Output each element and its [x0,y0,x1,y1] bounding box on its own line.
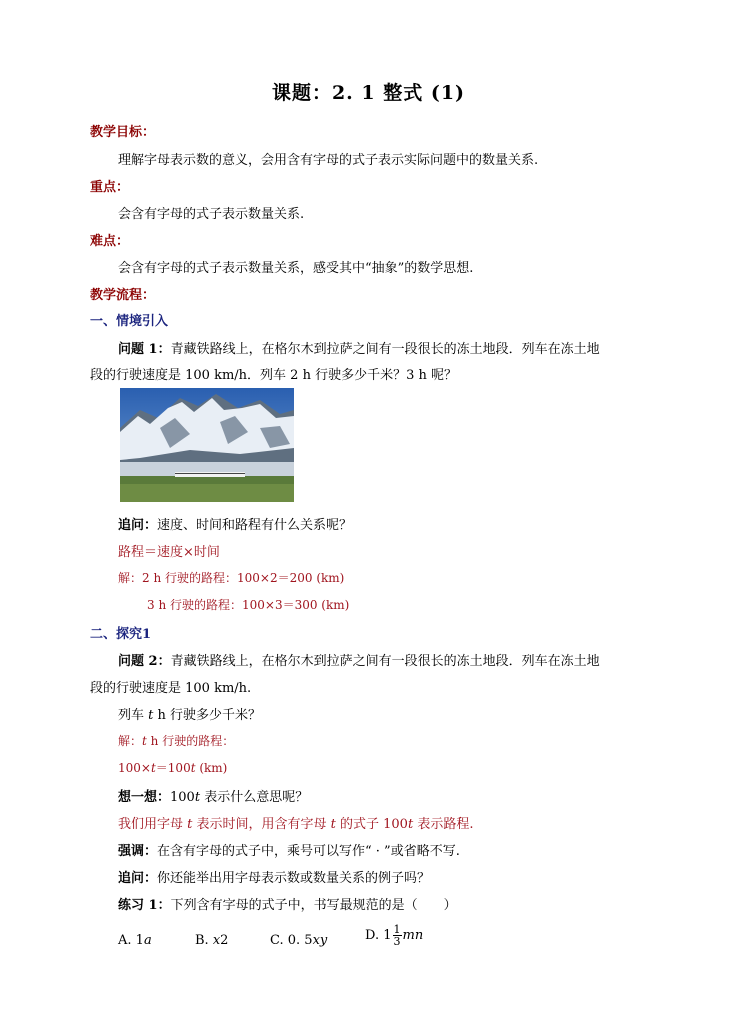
expr-unit: (km) [195,761,228,775]
section1-heading: 一、情境引入 [90,314,169,329]
exercise1-line [118,894,457,913]
solution2-label: 解： [118,734,143,748]
expr-a: 100× [118,761,151,775]
page-title: 课题：2. 1 整式 (1) [271,82,466,104]
objectives-heading: 教学目标： [90,125,156,140]
option-c-var: xy [312,933,328,948]
expr-var: t [150,761,156,775]
option-d-label: D. 1 [365,928,392,943]
solution1-step1: 2 h 行驶的路程：100×2＝200 (km) [142,571,345,585]
key-point-heading: 重点： [90,180,130,195]
emphasis-line [118,840,460,859]
option-d-fraction [393,924,402,947]
difficulty-heading: 难点： [90,234,130,249]
conclusion-var2: t [330,817,336,832]
option-c[interactable] [270,933,327,948]
expr-var2: t [190,761,196,775]
solution1-line1 [118,569,344,586]
question1-line2: 段的行驶速度是 100 km/h．列车 2 h 行驶多少千米？3 h 呢？ [90,368,457,383]
think-pre: 100 [170,790,195,805]
section2-heading: 二、探究1 [90,627,152,642]
conclusion-b: 表示时间，用含有字母 [192,817,331,832]
key-point-text: 会含有字母的式子表示数量关系. [118,207,305,222]
think-line [118,786,308,805]
solution2-expression [118,759,227,776]
conclusion-line [118,813,473,832]
option-b[interactable] [195,933,228,948]
option-c-label: C. 0. 5 [270,933,313,948]
conclusion-var3: t [407,817,414,832]
question2-line3 [118,704,261,723]
think-post: 表示什么意思呢？ [200,790,309,805]
option-b-num: 2 [220,933,229,948]
question2-text-a: 青藏铁路线上，在格尔木到拉萨之间有一段很长的冻土地段．列车在冻土地 [170,654,600,669]
followup2-text: 你还能举出用字母表示数或数量关系的例子吗？ [157,871,431,886]
option-d[interactable] [365,924,423,947]
think-var: t [194,790,201,805]
objectives-text: 理解字母表示数的意义，会用含有字母的式子表示实际问题中的数量关系. [118,153,539,168]
fraction-denominator: 3 [393,935,401,948]
exercise1-text: 下列含有字母的式子中，书写最规范的是（ ） [170,898,457,913]
process-heading: 教学流程： [90,288,156,303]
question2-line2: 段的行驶速度是 100 km/h. [90,681,252,696]
solution2-var: t [142,734,147,748]
conclusion-a: 我们用字母 [118,817,188,832]
difficulty-text: 会含有字母的式子表示数量关系，感受其中“抽象”的数学思想. [118,261,474,276]
conclusion-d: 表示路程. [413,817,474,832]
mountain-railway-image [120,388,294,502]
question1-label: 问题 1： [118,342,171,357]
option-b-var: x [212,933,221,948]
question1-line1 [118,338,600,357]
option-d-var: mn [402,928,424,943]
conclusion-c: 的式子 100 [335,817,408,832]
expr-b: ＝100 [155,761,191,775]
option-b-label: B. [195,933,213,948]
question2-c-post: h 行驶多少千米？ [153,708,262,723]
conclusion-var: t [187,817,193,832]
question2-c-pre: 列车 [118,708,149,723]
question1-text-a: 青藏铁路线上，在格尔木到拉萨之间有一段很长的冻土地段．列车在冻土地 [170,342,600,357]
followup1-label: 追问： [118,518,158,533]
option-a-label: A. 1 [118,933,144,948]
followup2-label: 追问： [118,871,158,886]
distance-formula: 路程＝速度×时间 [118,545,220,560]
exercise1-label: 练习 1： [118,898,171,913]
followup2-line [118,867,430,886]
railway-photo [120,388,294,502]
solution2-line [118,732,234,749]
solution2-post: h 行驶的路程： [146,734,235,748]
option-a-var: a [143,933,152,948]
followup1-line [118,514,352,533]
question2-line1 [118,650,600,669]
option-a[interactable] [118,933,152,948]
emphasis-text: 在含有字母的式子中，乘号可以写作“ · ”或省略不写. [157,844,460,859]
solution1-label: 解： [118,571,143,585]
solution1-step2: 3 h 行驶的路程：100×3＝300 (km) [147,598,350,612]
followup1-text: 速度、时间和路程有什么关系呢？ [157,518,353,533]
question2-label: 问题 2： [118,654,171,669]
question2-c-var: t [148,708,154,723]
emphasis-label: 强调： [118,844,158,859]
fraction-numerator: 1 [393,923,401,936]
think-label: 想一想： [118,790,171,805]
